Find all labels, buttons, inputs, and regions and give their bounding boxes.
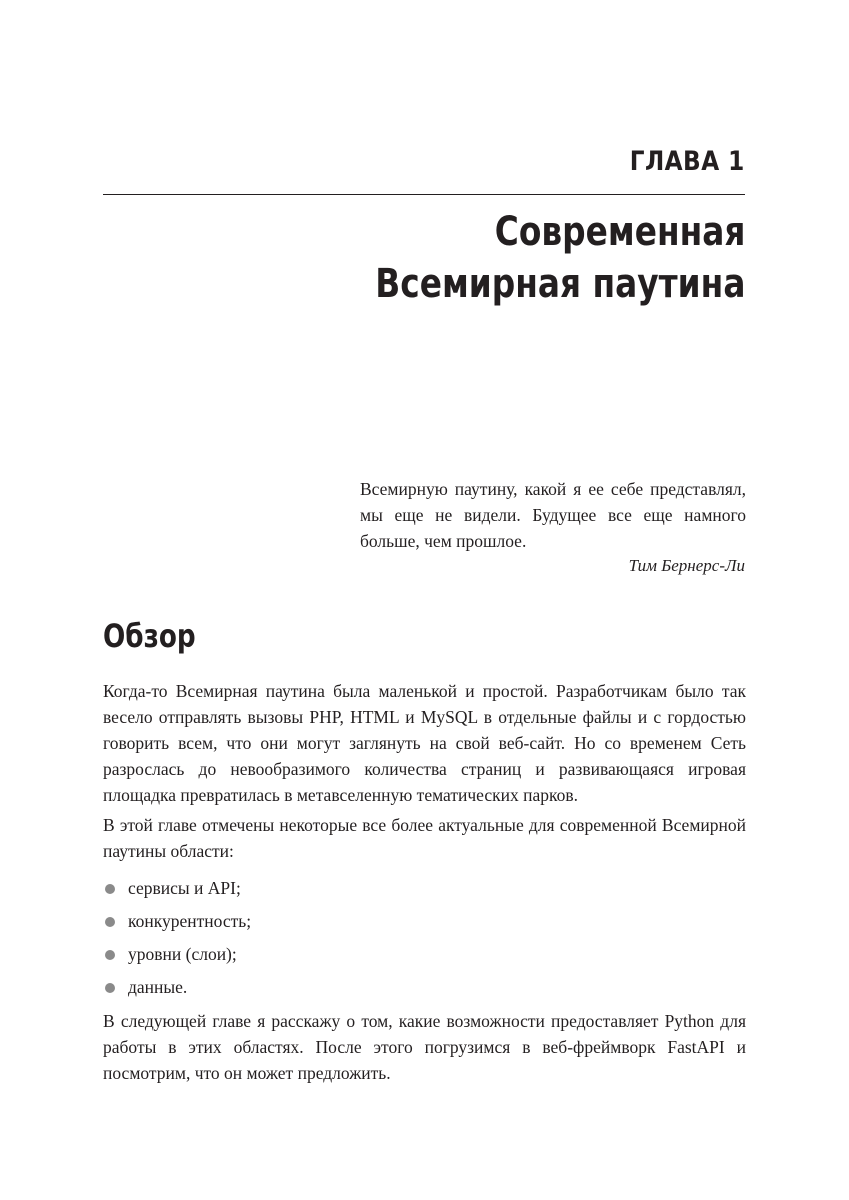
- paragraph-areas: В этой главе отмечены некоторые все более актуальные для современной Всемирной паутины области:: [103, 815, 746, 861]
- paragraph-intro: Когда-то Всемирная паутина была маленькой и простой. Разработчикам было так весело отправлять вызовы PHP, HTML и MySQL в отдельные файлы и с гордостью говорить всем, что они могут заглянуть на свой веб-сайт. Но со временем Сеть разрослась до невообразимого количества страниц и развивающаяся игровая площадка превратилась в метавселенную тематических парков.: [103, 681, 746, 805]
- list-item: [103, 872, 251, 905]
- list-item-text: уровни (слои);: [128, 944, 237, 964]
- bullet-icon: [105, 983, 115, 993]
- list-item: [103, 971, 251, 1004]
- bullet-list: [103, 872, 251, 1004]
- bullet-icon: [105, 950, 115, 960]
- section-heading: Обзор: [103, 617, 196, 655]
- paragraph-next-chapter: В следующей главе я расскажу о том, какие возможности предоставляет Python для работы в этих областях. После этого погрузимся в веб-фреймворк FastAPI и посмотрим, что он может предложить.: [103, 1011, 746, 1083]
- chapter-title: [375, 206, 745, 310]
- chapter-divider: [103, 194, 745, 195]
- list-item-text: данные.: [128, 977, 188, 997]
- list-item-text: сервисы и API;: [128, 878, 241, 898]
- list-item: [103, 938, 251, 971]
- list-item-text: конкурентность;: [128, 911, 252, 931]
- bullet-icon: [105, 917, 115, 927]
- list-item: [103, 905, 251, 938]
- epigraph-author: Тим Бернерс-Ли: [628, 556, 745, 575]
- chapter-title-line-2: Всемирная паутина: [374, 261, 745, 307]
- bullet-icon: [105, 884, 115, 894]
- chapter-title-line-1: Современная: [494, 209, 745, 255]
- epigraph-quote: Всемирную паутину, какой я ее себе представлял, мы еще не видели. Будущее все еще намного больше, чем прошлое.: [360, 479, 746, 551]
- chapter-label: ГЛАВА 1: [630, 146, 745, 177]
